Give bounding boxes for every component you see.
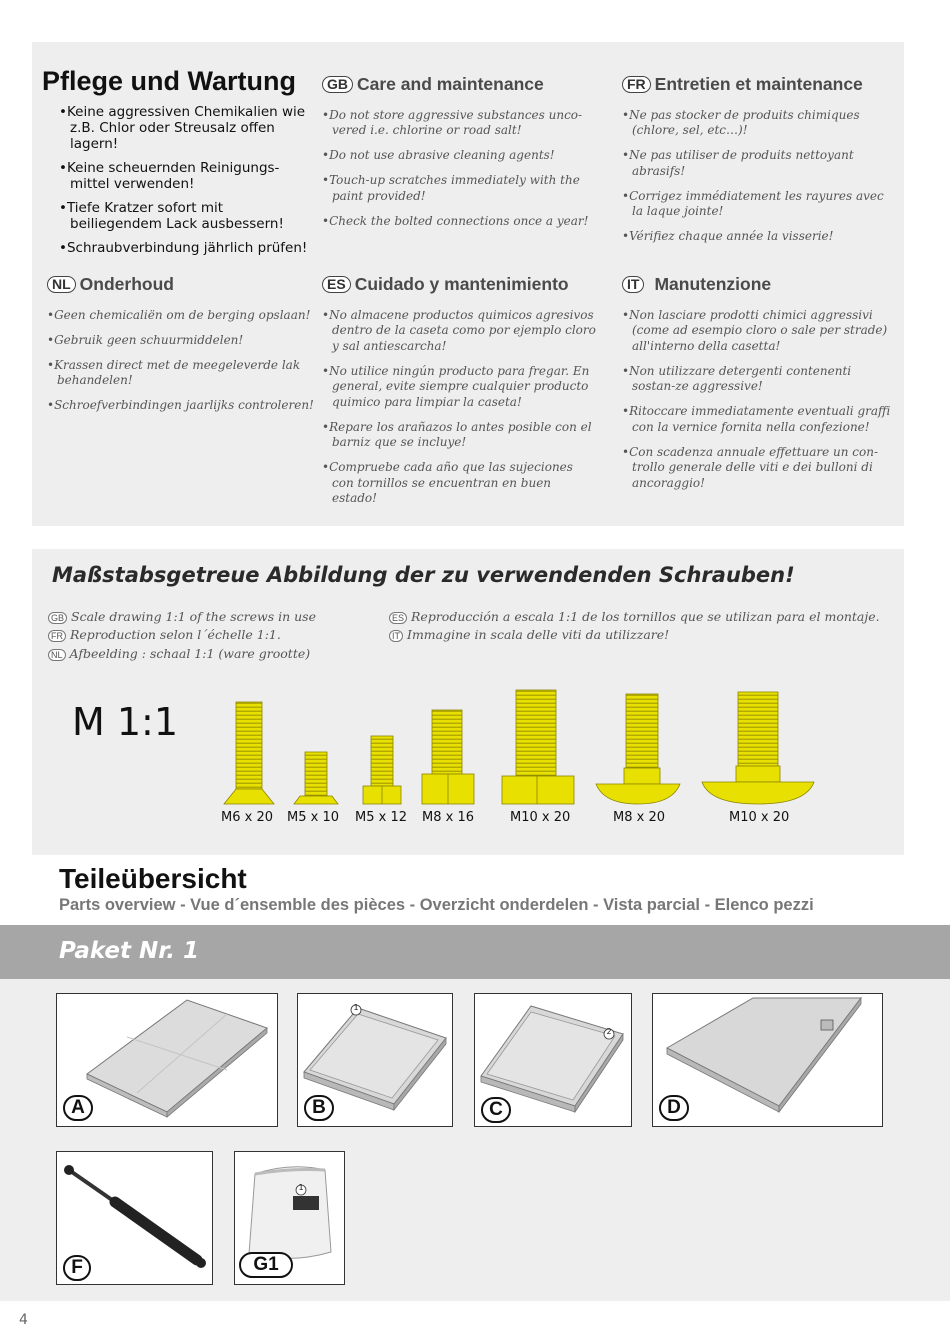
care-es-list: [322, 308, 597, 507]
part-b: [297, 993, 453, 1127]
care-de-list: [59, 104, 309, 256]
bag-label-icon: [293, 1196, 319, 1210]
screw-label: M6 x 20: [221, 810, 273, 825]
list-item: • Corrigez immédiatement les rayures avec la laque jointe!: [622, 189, 894, 220]
scale-line-it: [389, 627, 669, 642]
screw-m5x12: [363, 736, 401, 804]
screw-label: M8 x 20: [613, 810, 665, 825]
package-title: Paket Nr. 1: [59, 938, 200, 964]
lang-badge-fr: FR: [622, 76, 651, 93]
list-item: • Touch-up scratches immediately with the paint provided!: [322, 173, 607, 204]
care-nl-list: [47, 308, 317, 414]
screw-m6x20: [224, 702, 274, 804]
care-fr-list: [622, 108, 894, 245]
scale-line-gb: [48, 609, 316, 624]
care-gb-list: [322, 108, 607, 230]
care-de: [42, 66, 322, 264]
list-item: • Con scadenza annuale effettuare un con-trollo generale delle viti e dei bulloni di ancoraggio!: [622, 445, 894, 492]
list-item: • Non lasciare prodotti chimici aggressivi (come ad esempio cloro o sale per strade) all'interno della casetta!: [622, 308, 894, 355]
list-item: • Ne pas stocker de produits chimiques (chlore, sel, etc…)!: [622, 108, 894, 139]
part-d: [652, 993, 883, 1127]
care-fr-title: Entretien et maintenance: [654, 73, 863, 94]
part-label-g1: G1: [239, 1252, 293, 1278]
care-nl-title: Onderhoud: [79, 273, 174, 294]
list-item: • Compruebe cada año que las sujeciones con tornillos se encuentran en buen estado!: [322, 460, 597, 507]
list-item: • Gebruik geen schuurmiddelen!: [47, 333, 317, 349]
lang-badge: IT: [389, 630, 403, 642]
care-it: [622, 273, 894, 501]
part-f: [56, 1151, 213, 1285]
list-item: • Non utilizzare detergenti contenenti sostan-ze aggressive!: [622, 364, 894, 395]
scale-line-text: Scale drawing 1:1 of the screws in use: [71, 609, 316, 624]
lang-badge-gb: GB: [322, 76, 353, 93]
lang-badge: FR: [48, 630, 66, 642]
screw-label: M10 x 20: [729, 810, 790, 825]
part-label-d: D: [659, 1095, 689, 1121]
list-item: • Check the bolted connections once a year!: [322, 214, 607, 230]
part-c-marker: 2: [606, 1027, 612, 1036]
care-de-title: Pflege und Wartung: [42, 66, 296, 96]
page-number: 4: [19, 1312, 28, 1328]
screws-drawing: [0, 680, 950, 810]
scale-line-nl: [48, 646, 310, 661]
list-item: • Tiefe Kratzer sofort mit beiliegendem Lack ausbessern!: [59, 200, 309, 232]
lang-badge: GB: [48, 612, 67, 624]
list-item: • Do not store aggressive substances unco-vered i.e. chlorine or road salt!: [322, 108, 607, 139]
screw-label: M8 x 16: [422, 810, 474, 825]
scale-line-fr: [48, 627, 281, 642]
part-b-marker: 1: [353, 1003, 359, 1012]
scale-line-text: Reproducción a escala 1:1 de los tornillos que se utilizan para el montaje.: [411, 609, 880, 624]
care-nl: [47, 273, 317, 423]
lang-badge: ES: [389, 612, 407, 624]
scale-line-text: Afbeelding : schaal 1:1 (ware grootte): [69, 646, 311, 661]
screw-m10x20: [502, 690, 574, 804]
part-label-b: B: [304, 1095, 334, 1121]
bracket-icon: [821, 1020, 833, 1030]
parts-title: Teileübersicht: [59, 863, 247, 894]
part-c: [474, 993, 632, 1127]
part-g1-marker: 1: [298, 1183, 304, 1192]
list-item: • Vérifiez chaque année la visserie!: [622, 229, 894, 245]
lang-badge-es: ES: [322, 276, 351, 293]
scale-line-es: [389, 609, 880, 624]
screw-m8x16: [422, 710, 474, 804]
list-item: • Krassen direct met de meegeleverde lak behandelen!: [47, 358, 317, 389]
scale-line-text: Reproduction selon l´échelle 1:1.: [70, 627, 281, 642]
screw-m5x10: [294, 752, 338, 804]
care-es: [322, 273, 597, 516]
scale-ratio: M 1:1: [72, 700, 179, 744]
lang-badge-nl: NL: [47, 276, 76, 293]
list-item: • Do not use abrasive cleaning agents!: [322, 148, 607, 164]
list-item: • Keine aggressiven Chemikalien wie z.B. Chlor oder Streusalz offen lagern!: [59, 104, 309, 152]
scale-line-text: Immagine in scala delle viti da utilizzare!: [407, 627, 670, 642]
lang-badge: NL: [48, 649, 66, 661]
parts-subtitle: Parts overview - Vue d´ensemble des pièces - Overzicht onderdelen - Vista parcial - Elenco pezzi: [59, 896, 814, 914]
part-label-c: C: [481, 1097, 511, 1123]
care-it-list: [622, 308, 894, 492]
care-gb: [322, 73, 607, 239]
care-es-title: Cuidado y mantenimiento: [354, 273, 569, 294]
list-item: • Keine scheuernden Reinigungs-mittel verwenden!: [59, 160, 309, 192]
screw-label: M10 x 20: [510, 810, 571, 825]
list-item: • Schraubverbindung jährlich prüfen!: [59, 240, 309, 256]
list-item: • Geen chemicaliën om de berging opslaan!: [47, 308, 317, 324]
part-a: [56, 993, 278, 1127]
list-item: • Ne pas utiliser de produits nettoyant abrasifs!: [622, 148, 894, 179]
screw-m10x20-carriage: [702, 692, 814, 804]
list-item: • No utilice ningún producto para fregar. En general, evite siempre cualquier producto quimico para limpiar la caseta!: [322, 364, 597, 411]
list-item: • Schroefverbindingen jaarlijks controleren!: [47, 398, 317, 414]
part-label-a: A: [63, 1095, 93, 1121]
lang-badge-it: IT: [622, 276, 644, 293]
screw-label: M5 x 10: [287, 810, 339, 825]
list-item: • Repare los arañazos lo antes posible con el barniz que se incluye!: [322, 420, 597, 451]
scale-title: Maßstabsgetreue Abbildung der zu verwendenden Schrauben!: [52, 563, 795, 587]
list-item: • No almacene productos quimicos agresivos dentro de la caseta como por ejemplo cloro y sal antiescarcha!: [322, 308, 597, 355]
screw-m8x20: [596, 694, 680, 804]
care-fr: [622, 73, 894, 254]
part-g1: [234, 1151, 345, 1285]
screw-label: M5 x 12: [355, 810, 407, 825]
list-item: • Ritoccare immediatamente eventuali graffi con la vernice fornita nella confezione!: [622, 404, 894, 435]
care-gb-title: Care and maintenance: [357, 73, 544, 94]
care-it-title: Manutenzione: [654, 273, 772, 294]
part-label-f: F: [63, 1255, 91, 1281]
